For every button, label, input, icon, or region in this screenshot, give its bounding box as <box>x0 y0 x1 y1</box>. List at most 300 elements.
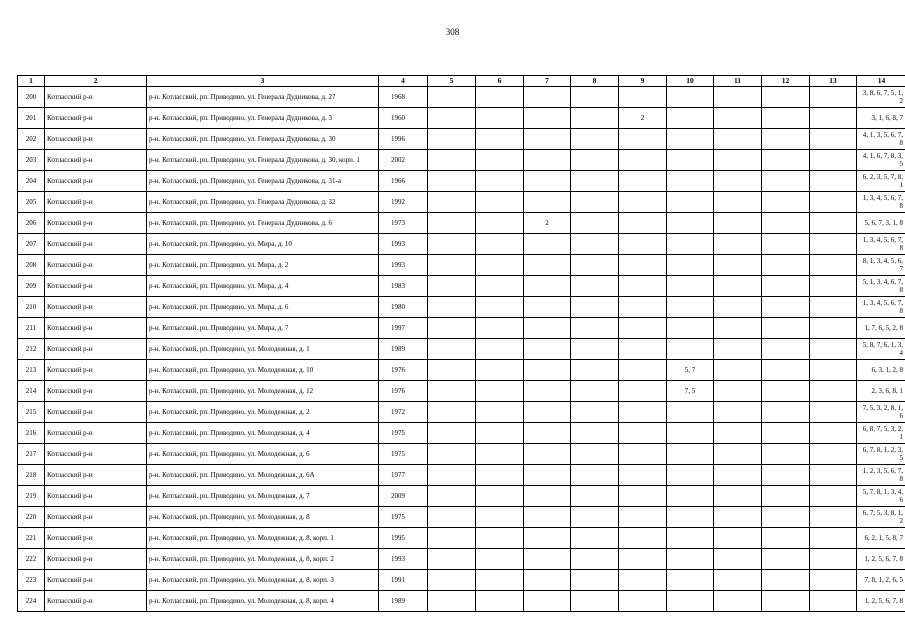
year-cell: 1993 <box>379 234 428 255</box>
address-cell: р-н. Котласский, рп. Приводино, ул. Молодежная, д. 6 <box>147 444 379 465</box>
year-cell: 2002 <box>379 150 428 171</box>
address-cell: р-н. Котласский, рп. Приводино, ул. Молодежная, д. 6А <box>147 465 379 486</box>
col11-cell <box>714 528 762 549</box>
col6-cell <box>476 465 524 486</box>
district-cell: Котласский р-н <box>45 465 147 486</box>
table-header <box>18 76 905 87</box>
col9-cell <box>619 444 667 465</box>
row-number: 220 <box>18 507 45 528</box>
col8-cell <box>571 486 619 507</box>
col13-cell <box>810 339 857 360</box>
col8-cell <box>571 423 619 444</box>
col14-cell: 5, 8, 7, 6, 1, 3, 4 <box>857 339 905 360</box>
col6-cell <box>476 339 524 360</box>
col11-cell <box>714 318 762 339</box>
col9-cell: 2 <box>619 108 667 129</box>
col9-cell <box>619 486 667 507</box>
col12-cell <box>762 339 810 360</box>
col6-cell <box>476 150 524 171</box>
col9-cell <box>619 339 667 360</box>
col8-cell <box>571 402 619 423</box>
address-cell: р-н. Котласский, рп. Приводино, ул. Генерала Дудникова, д. 30, корп. 1 <box>147 150 379 171</box>
col10-cell <box>667 234 714 255</box>
header-row <box>18 76 905 87</box>
col13-cell <box>810 486 857 507</box>
column-header-2: 2 <box>45 76 147 87</box>
column-header-8: 8 <box>571 76 619 87</box>
col10-cell: 7, 5 <box>667 381 714 402</box>
col13-cell <box>810 360 857 381</box>
col7-cell <box>524 276 571 297</box>
col14-cell: 5, 6, 7, 3, 1, 8 <box>857 213 905 234</box>
col10-cell <box>667 507 714 528</box>
col7-cell <box>524 129 571 150</box>
col8-cell <box>571 213 619 234</box>
year-cell: 1993 <box>379 255 428 276</box>
col5-cell <box>428 108 476 129</box>
col12-cell <box>762 150 810 171</box>
col14-cell: 1, 3, 4, 5, 6, 7, 8 <box>857 297 905 318</box>
year-cell: 1996 <box>379 129 428 150</box>
col11-cell <box>714 465 762 486</box>
year-cell: 1976 <box>379 360 428 381</box>
table-row <box>18 528 905 549</box>
col13-cell <box>810 213 857 234</box>
col10-cell <box>667 465 714 486</box>
col14-cell: 7, 5, 3, 2, 8, 1, 6 <box>857 402 905 423</box>
col8-cell <box>571 444 619 465</box>
col5-cell <box>428 486 476 507</box>
col13-cell <box>810 444 857 465</box>
year-cell: 1966 <box>379 171 428 192</box>
col7-cell <box>524 444 571 465</box>
col10-cell <box>667 213 714 234</box>
address-cell: р-н. Котласский, рп. Приводино, ул. Молодежная, д. 2 <box>147 402 379 423</box>
col14-cell: 1, 7, 6, 5, 2, 8 <box>857 318 905 339</box>
col13-cell <box>810 570 857 591</box>
year-cell: 1968 <box>379 87 428 108</box>
row-number: 214 <box>18 381 45 402</box>
col10-cell <box>667 549 714 570</box>
col8-cell <box>571 171 619 192</box>
col9-cell <box>619 234 667 255</box>
col8-cell <box>571 87 619 108</box>
col7-cell <box>524 171 571 192</box>
year-cell: 1980 <box>379 297 428 318</box>
col5-cell <box>428 318 476 339</box>
col8-cell <box>571 150 619 171</box>
col12-cell <box>762 549 810 570</box>
col8-cell <box>571 570 619 591</box>
col11-cell <box>714 339 762 360</box>
col8-cell <box>571 129 619 150</box>
table-row <box>18 360 905 381</box>
col7-cell <box>524 297 571 318</box>
district-cell: Котласский р-н <box>45 528 147 549</box>
col6-cell <box>476 381 524 402</box>
district-cell: Котласский р-н <box>45 318 147 339</box>
row-number: 207 <box>18 234 45 255</box>
col10-cell <box>667 276 714 297</box>
col5-cell <box>428 339 476 360</box>
col13-cell <box>810 465 857 486</box>
col14-cell: 2, 3, 6, 8, 1 <box>857 381 905 402</box>
year-cell: 1973 <box>379 213 428 234</box>
col7-cell <box>524 150 571 171</box>
col5-cell <box>428 381 476 402</box>
col13-cell <box>810 87 857 108</box>
col10-cell <box>667 444 714 465</box>
col14-cell: 5, 7, 8, 1, 3, 4, 6 <box>857 486 905 507</box>
col12-cell <box>762 297 810 318</box>
year-cell: 1983 <box>379 276 428 297</box>
col13-cell <box>810 591 857 612</box>
col12-cell <box>762 108 810 129</box>
col5-cell <box>428 150 476 171</box>
col7-cell <box>524 507 571 528</box>
table-row <box>18 213 905 234</box>
col12-cell <box>762 570 810 591</box>
col10-cell <box>667 402 714 423</box>
year-cell: 2009 <box>379 486 428 507</box>
col11-cell <box>714 549 762 570</box>
col14-cell: 6, 2, 3, 5, 7, 8, 1 <box>857 171 905 192</box>
col6-cell <box>476 570 524 591</box>
row-number: 202 <box>18 129 45 150</box>
col7-cell <box>524 318 571 339</box>
district-cell: Котласский р-н <box>45 129 147 150</box>
col11-cell <box>714 150 762 171</box>
address-cell: р-н. Котласский, рп. Приводино, ул. Генерала Дудникова, д. 32 <box>147 192 379 213</box>
col12-cell <box>762 276 810 297</box>
col13-cell <box>810 129 857 150</box>
col6-cell <box>476 297 524 318</box>
col7-cell <box>524 87 571 108</box>
col9-cell <box>619 318 667 339</box>
col10-cell <box>667 297 714 318</box>
col14-cell: 1, 3, 4, 5, 6, 7, 8 <box>857 234 905 255</box>
year-cell: 1972 <box>379 402 428 423</box>
col9-cell <box>619 276 667 297</box>
column-header-10: 10 <box>667 76 714 87</box>
col6-cell <box>476 255 524 276</box>
row-number: 203 <box>18 150 45 171</box>
col5-cell <box>428 591 476 612</box>
col14-cell: 7, 8, 1, 2, 6, 5 <box>857 570 905 591</box>
row-number: 209 <box>18 276 45 297</box>
col8-cell <box>571 507 619 528</box>
col11-cell <box>714 213 762 234</box>
col9-cell <box>619 129 667 150</box>
col6-cell <box>476 171 524 192</box>
col10-cell <box>667 339 714 360</box>
col10-cell <box>667 591 714 612</box>
row-number: 204 <box>18 171 45 192</box>
col7-cell <box>524 108 571 129</box>
district-cell: Котласский р-н <box>45 297 147 318</box>
col10-cell <box>667 255 714 276</box>
district-cell: Котласский р-н <box>45 486 147 507</box>
table-row <box>18 129 905 150</box>
col7-cell <box>524 255 571 276</box>
col10-cell <box>667 318 714 339</box>
table-row <box>18 192 905 213</box>
col9-cell <box>619 465 667 486</box>
col13-cell <box>810 381 857 402</box>
col6-cell <box>476 192 524 213</box>
col6-cell <box>476 528 524 549</box>
col12-cell <box>762 465 810 486</box>
col9-cell <box>619 297 667 318</box>
col12-cell <box>762 381 810 402</box>
column-header-9: 9 <box>619 76 667 87</box>
column-header-7: 7 <box>524 76 571 87</box>
col6-cell <box>476 444 524 465</box>
col14-cell: 4, 1, 3, 5, 6, 7, 8 <box>857 129 905 150</box>
col10-cell <box>667 129 714 150</box>
col9-cell <box>619 255 667 276</box>
col5-cell <box>428 549 476 570</box>
col14-cell: 1, 2, 3, 5, 6, 7, 8 <box>857 465 905 486</box>
col14-cell: 6, 7, 5, 3, 8, 1, 2 <box>857 507 905 528</box>
col5-cell <box>428 465 476 486</box>
col9-cell <box>619 150 667 171</box>
col6-cell <box>476 234 524 255</box>
col14-cell: 1, 2, 5, 6, 7, 8 <box>857 591 905 612</box>
col6-cell <box>476 318 524 339</box>
col5-cell <box>428 192 476 213</box>
col5-cell <box>428 507 476 528</box>
col5-cell <box>428 87 476 108</box>
col12-cell <box>762 507 810 528</box>
col7-cell <box>524 528 571 549</box>
col9-cell <box>619 402 667 423</box>
address-cell: р-н. Котласский, рп. Приводино, ул. Генерала Дудникова, д. 30 <box>147 129 379 150</box>
district-cell: Котласский р-н <box>45 213 147 234</box>
col13-cell <box>810 108 857 129</box>
col8-cell <box>571 192 619 213</box>
year-cell: 1995 <box>379 528 428 549</box>
year-cell: 1993 <box>379 549 428 570</box>
district-cell: Котласский р-н <box>45 87 147 108</box>
col12-cell <box>762 444 810 465</box>
address-cell: р-н. Котласский, рп. Приводино, ул. Генерала Дудникова, д. 6 <box>147 213 379 234</box>
col12-cell <box>762 486 810 507</box>
col11-cell <box>714 129 762 150</box>
district-cell: Котласский р-н <box>45 591 147 612</box>
col13-cell <box>810 528 857 549</box>
year-cell: 1975 <box>379 444 428 465</box>
column-header-6: 6 <box>476 76 524 87</box>
col6-cell <box>476 276 524 297</box>
address-cell: р-н. Котласский, рп. Приводино, ул. Молодежная, д. 12 <box>147 381 379 402</box>
col13-cell <box>810 192 857 213</box>
col9-cell <box>619 171 667 192</box>
col9-cell <box>619 360 667 381</box>
col12-cell <box>762 402 810 423</box>
year-cell: 1976 <box>379 381 428 402</box>
col10-cell <box>667 486 714 507</box>
col8-cell <box>571 465 619 486</box>
col6-cell <box>476 507 524 528</box>
row-number: 222 <box>18 549 45 570</box>
col5-cell <box>428 297 476 318</box>
table-row <box>18 297 905 318</box>
col13-cell <box>810 276 857 297</box>
housing-table <box>17 75 905 612</box>
col13-cell <box>810 549 857 570</box>
district-cell: Котласский р-н <box>45 234 147 255</box>
col14-cell: 1, 2, 5, 6, 7, 8 <box>857 549 905 570</box>
year-cell: 1991 <box>379 570 428 591</box>
col11-cell <box>714 507 762 528</box>
col8-cell <box>571 318 619 339</box>
col5-cell <box>428 129 476 150</box>
year-cell: 1997 <box>379 318 428 339</box>
district-cell: Котласский р-н <box>45 402 147 423</box>
col8-cell <box>571 255 619 276</box>
col5-cell <box>428 234 476 255</box>
address-cell: р-н. Котласский, рп. Приводино, ул. Молодежная, д. 8, корп. 4 <box>147 591 379 612</box>
table-row <box>18 255 905 276</box>
col14-cell: 6, 7, 8, 1, 2, 3, 5 <box>857 444 905 465</box>
table-row <box>18 276 905 297</box>
column-header-12: 12 <box>762 76 810 87</box>
table-row <box>18 87 905 108</box>
row-number: 200 <box>18 87 45 108</box>
col6-cell <box>476 591 524 612</box>
address-cell: р-н. Котласский, рп. Приводино, ул. Молодежная, д. 8, корп. 2 <box>147 549 379 570</box>
table-row <box>18 486 905 507</box>
col14-cell: 3, 8, 6, 7, 5, 1, 2 <box>857 87 905 108</box>
district-cell: Котласский р-н <box>45 276 147 297</box>
row-number: 212 <box>18 339 45 360</box>
col5-cell <box>428 360 476 381</box>
year-cell: 1975 <box>379 423 428 444</box>
col7-cell <box>524 486 571 507</box>
col11-cell <box>714 591 762 612</box>
col6-cell <box>476 549 524 570</box>
year-cell: 1975 <box>379 507 428 528</box>
page-number: 308 <box>445 27 460 37</box>
row-number: 218 <box>18 465 45 486</box>
row-number: 223 <box>18 570 45 591</box>
col6-cell <box>476 213 524 234</box>
col9-cell <box>619 549 667 570</box>
col11-cell <box>714 192 762 213</box>
col12-cell <box>762 192 810 213</box>
col6-cell <box>476 402 524 423</box>
col5-cell <box>428 402 476 423</box>
col13-cell <box>810 402 857 423</box>
col5-cell <box>428 171 476 192</box>
address-cell: р-н. Котласский, рп. Приводино, ул. Генерала Дудникова, д. 31-а <box>147 171 379 192</box>
col7-cell <box>524 402 571 423</box>
row-number: 221 <box>18 528 45 549</box>
col5-cell <box>428 444 476 465</box>
address-cell: р-н. Котласский, рп. Приводино, ул. Мира, д. 2 <box>147 255 379 276</box>
col11-cell <box>714 276 762 297</box>
col8-cell <box>571 549 619 570</box>
address-cell: р-н. Котласский, рп. Приводино, ул. Мира, д. 4 <box>147 276 379 297</box>
col9-cell <box>619 528 667 549</box>
row-number: 206 <box>18 213 45 234</box>
col5-cell <box>428 423 476 444</box>
table-row <box>18 507 905 528</box>
year-cell: 1977 <box>379 465 428 486</box>
col7-cell <box>524 234 571 255</box>
col10-cell <box>667 570 714 591</box>
district-cell: Котласский р-н <box>45 192 147 213</box>
col7-cell <box>524 360 571 381</box>
col13-cell <box>810 507 857 528</box>
col7-cell <box>524 549 571 570</box>
col7-cell <box>524 465 571 486</box>
col10-cell <box>667 150 714 171</box>
col8-cell <box>571 297 619 318</box>
address-cell: р-н. Котласский, рп. Приводино, ул. Мира, д. 6 <box>147 297 379 318</box>
table-row <box>18 381 905 402</box>
row-number: 210 <box>18 297 45 318</box>
row-number: 224 <box>18 591 45 612</box>
col9-cell <box>619 507 667 528</box>
col6-cell <box>476 129 524 150</box>
col11-cell <box>714 87 762 108</box>
address-cell: р-н. Котласский, рп. Приводино, ул. Генерала Дудникова, д. 27 <box>147 87 379 108</box>
col11-cell <box>714 423 762 444</box>
col11-cell <box>714 486 762 507</box>
col10-cell: 5, 7 <box>667 360 714 381</box>
year-cell: 1960 <box>379 108 428 129</box>
row-number: 216 <box>18 423 45 444</box>
col8-cell <box>571 381 619 402</box>
address-cell: р-н. Котласский, рп. Приводино, ул. Молодежная, д. 8, корп. 3 <box>147 570 379 591</box>
address-cell: р-н. Котласский, рп. Приводино, ул. Молодежная, д. 8 <box>147 507 379 528</box>
col7-cell <box>524 339 571 360</box>
col12-cell <box>762 213 810 234</box>
col11-cell <box>714 255 762 276</box>
col11-cell <box>714 234 762 255</box>
col13-cell <box>810 234 857 255</box>
address-cell: р-н. Котласский, рп. Приводино, ул. Генерала Дудникова, д. 3 <box>147 108 379 129</box>
district-cell: Котласский р-н <box>45 507 147 528</box>
row-number: 213 <box>18 360 45 381</box>
col12-cell <box>762 528 810 549</box>
col9-cell <box>619 423 667 444</box>
district-cell: Котласский р-н <box>45 444 147 465</box>
col13-cell <box>810 255 857 276</box>
col9-cell <box>619 381 667 402</box>
col14-cell: 6, 3, 1, 2, 8 <box>857 360 905 381</box>
col11-cell <box>714 381 762 402</box>
col9-cell <box>619 570 667 591</box>
col13-cell <box>810 297 857 318</box>
col14-cell: 5, 1, 3, 4, 6, 7, 8 <box>857 276 905 297</box>
col11-cell <box>714 297 762 318</box>
col12-cell <box>762 129 810 150</box>
col14-cell: 1, 3, 4, 5, 6, 7, 8 <box>857 192 905 213</box>
col11-cell <box>714 108 762 129</box>
col14-cell: 3, 1, 6, 8, 7 <box>857 108 905 129</box>
col9-cell <box>619 192 667 213</box>
address-cell: р-н. Котласский, рп. Приводино, ул. Молодежная, д. 4 <box>147 423 379 444</box>
col5-cell <box>428 213 476 234</box>
table-row <box>18 318 905 339</box>
col9-cell <box>619 87 667 108</box>
col5-cell <box>428 276 476 297</box>
col8-cell <box>571 339 619 360</box>
col5-cell <box>428 255 476 276</box>
